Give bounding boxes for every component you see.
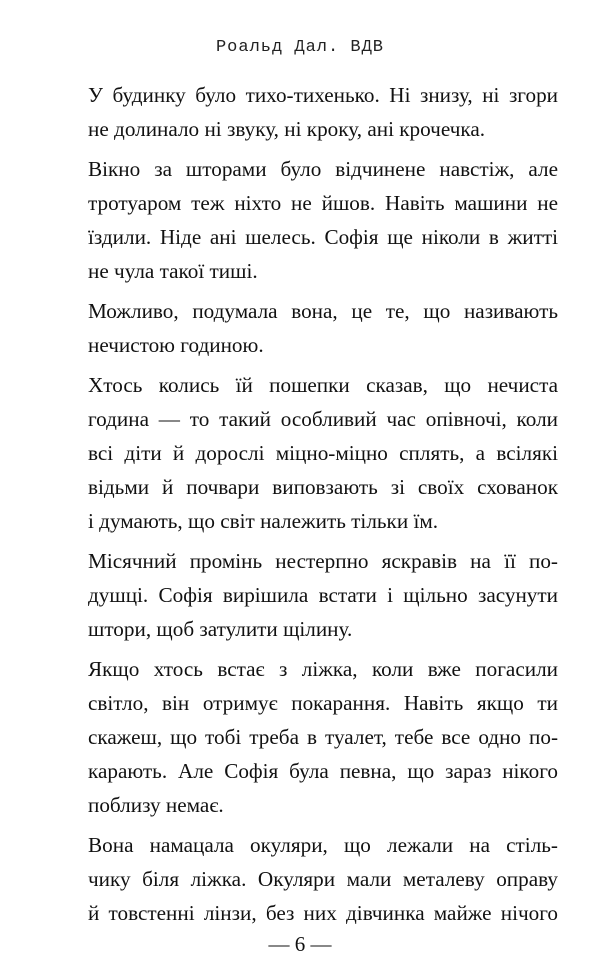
text-line: не долинало ні звуку, ні кроку, ані крочечка.	[88, 117, 486, 141]
text-line: їздили. Ніде ані шелесь. Софія ще ніколи в житті	[88, 225, 558, 249]
text-line: тротуаром теж ніхто не йшов. Навіть машини не	[88, 191, 558, 215]
paragraph-7	[88, 828, 558, 930]
text-line: Можливо, подумала вона, це те, що називають	[88, 299, 558, 323]
text-line: Якщо хтось встає з ліжка, коли вже погасили	[88, 657, 558, 681]
text-line: й товстенні лінзи, без них дівчинка майже нічого	[88, 901, 558, 925]
running-head: Роальд Дал. ВДВ	[215, 38, 385, 57]
paragraph-2	[88, 152, 558, 288]
text-line: поблизу немає.	[88, 793, 224, 817]
text-line: відьми й почвари виповзають зі своїх схованок	[88, 475, 558, 499]
text-line: світло, він отримує покарання. Навіть якщо ти	[88, 691, 558, 715]
text-line: чику біля ліжка. Окуляри мали металеву оправу	[88, 867, 558, 891]
text-line: Місячний промінь нестерпно яскравів на її по-	[88, 549, 558, 573]
text-line: карають. Але Софія була певна, що зараз нікого	[88, 759, 558, 783]
page-number: — 6 —	[268, 932, 332, 956]
text-line: Вона намацала окуляри, що лежали на стіль-	[88, 833, 558, 857]
text-line: скажеш, що тобі треба в туалет, тебе все одно по-	[88, 725, 558, 749]
text-line: не чула такої тиші.	[88, 259, 258, 283]
paragraph-6	[88, 652, 558, 822]
paragraph-1	[88, 78, 558, 146]
text-line: У будинку було тихо-тихенько. Ні знизу, ні згори	[88, 83, 558, 107]
text-line: година — то такий особливий час опівночі, коли	[88, 407, 558, 431]
body-text	[88, 78, 558, 936]
text-line: Вікно за шторами було відчинене навстіж, але	[88, 157, 558, 181]
text-line: і думають, що світ належить тільки їм.	[88, 509, 439, 533]
paragraph-5	[88, 544, 558, 646]
text-line: душці. Софія вирішила встати і щільно засунути	[88, 583, 558, 607]
text-line: штори, щоб затулити щілину.	[88, 617, 353, 641]
paragraph-4	[88, 368, 558, 538]
text-line: Хтось колись їй пошепки сказав, що нечиста	[88, 373, 558, 397]
paragraph-3	[88, 294, 558, 362]
text-line: всі діти й дорослі міцно-міцно сплять, а всілякі	[88, 441, 558, 465]
text-line: нечистою годиною.	[88, 333, 264, 357]
